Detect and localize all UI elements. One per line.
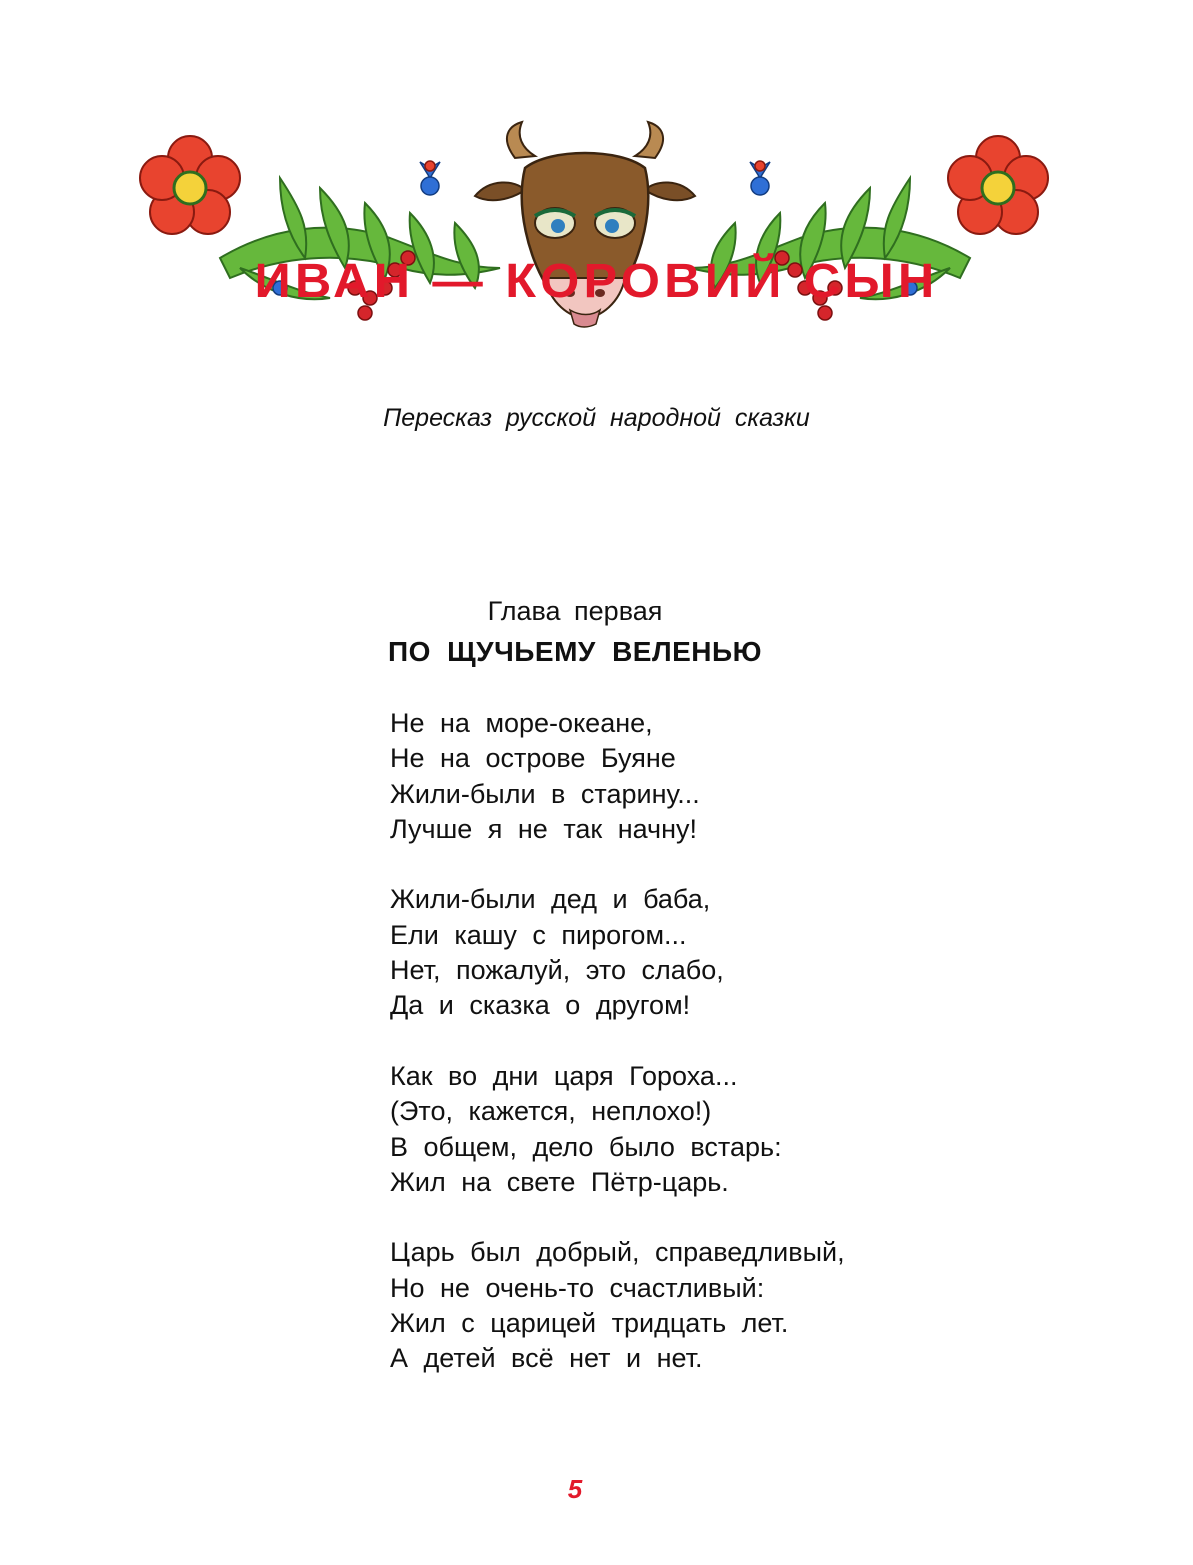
poem-line: Как во дни царя Гороха... xyxy=(390,1060,738,1091)
poem-line: Да и сказка о другом! xyxy=(390,990,691,1021)
poem-line: Жили-были дед и баба, xyxy=(390,884,711,915)
poem-line: Царь был добрый, справедливый, xyxy=(390,1237,845,1268)
story-title: ИВАН — КОРОВИЙ СЫН xyxy=(254,255,939,308)
poem-line: Нет, пожалуй, это слабо, xyxy=(390,955,724,986)
poem-line: Жил на свете Пётр-царь. xyxy=(390,1166,729,1197)
poem-stanza xyxy=(390,1235,845,1376)
poem-line: Ели кашу с пирогом... xyxy=(390,919,687,950)
poem-line: А детей всё нет и нет. xyxy=(390,1343,703,1374)
poem-line: В общем, дело было встарь: xyxy=(390,1131,782,1162)
poem-line: Не на море-океане, xyxy=(390,708,653,738)
poem-line: Не на острове Буяне xyxy=(390,743,676,774)
poem-stanza xyxy=(390,706,845,847)
poem-line: (Это, кажется, неплохо!) xyxy=(390,1096,712,1127)
poem-line: Жили-были в старину... xyxy=(390,778,700,809)
poem-stanza xyxy=(390,882,845,1023)
page-number: 5 xyxy=(567,1474,583,1504)
poem-text xyxy=(390,706,845,1377)
poem-stanza xyxy=(390,1059,845,1200)
story-subtitle: Пересказ русской народной сказки xyxy=(383,404,810,432)
poem-line: Лучше я не так начну! xyxy=(390,813,698,844)
poem-line: Жил с царицей тридцать лет. xyxy=(390,1308,789,1339)
chapter-label: Глава первая xyxy=(487,596,663,626)
chapter-title: ПО ЩУЧЬЕМУ ВЕЛЕНЬЮ xyxy=(387,636,763,667)
poem-line: Но не очень-то счастливый: xyxy=(390,1272,765,1303)
